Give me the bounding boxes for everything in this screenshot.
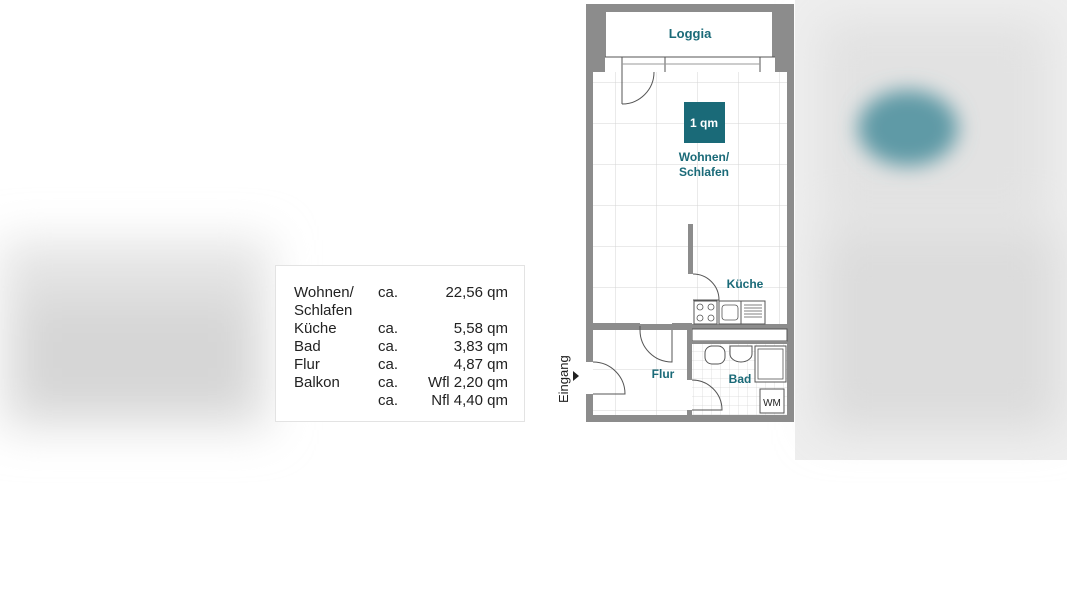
area-row-wohnen	[276, 284, 526, 302]
area-room: Flur	[294, 356, 320, 373]
area-row-balkon	[276, 374, 526, 392]
area-ca: ca.	[378, 374, 399, 391]
area-room: Wohnen/	[294, 284, 354, 301]
scale-marker-label: 1 qm	[689, 116, 719, 130]
area-value: 4,87 qm	[453, 356, 508, 373]
area-ca: ca.	[378, 338, 399, 355]
floor-plan	[540, 0, 810, 430]
area-ca: ca.	[378, 284, 399, 301]
area-value: 3,83 qm	[453, 338, 508, 355]
area-value: 5,58 qm	[453, 320, 508, 337]
wohnen-label-line2: Schlafen	[678, 165, 730, 179]
area-row-bad	[276, 338, 526, 356]
area-room: Schlafen	[294, 302, 353, 319]
area-ca: ca.	[378, 320, 399, 337]
flur-label: Flur	[651, 367, 675, 381]
washbasin	[705, 346, 725, 364]
kueche-worktop	[692, 329, 787, 341]
area-ca: ca.	[378, 392, 399, 409]
wm-label: WM	[763, 398, 781, 409]
area-value: 22,56 qm	[445, 284, 508, 301]
partition-wall	[688, 224, 693, 274]
area-room: Balkon	[294, 374, 340, 391]
area-value: Nfl 4,40 qm	[431, 392, 508, 409]
area-row-flur	[276, 356, 526, 374]
entrance-arrow-icon	[573, 371, 579, 381]
area-row-balkon-nfl	[276, 392, 526, 410]
area-room: Küche	[294, 320, 337, 337]
shower	[755, 346, 786, 382]
sink	[741, 301, 765, 324]
area-table	[275, 265, 525, 422]
toilet	[730, 346, 752, 362]
area-value: Wfl 2,20 qm	[427, 374, 508, 391]
bad-label: Bad	[728, 372, 752, 386]
area-row-kueche	[276, 320, 526, 338]
loggia-label: Loggia	[668, 26, 712, 41]
eingang-label: Eingang	[556, 355, 571, 403]
kueche-label: Küche	[726, 277, 764, 291]
area-row-schlafen	[276, 302, 526, 320]
wohnen-label-line1: Wohnen/	[678, 150, 730, 164]
area-room: Bad	[294, 338, 321, 355]
stove	[694, 301, 717, 324]
area-ca: ca.	[378, 356, 399, 373]
